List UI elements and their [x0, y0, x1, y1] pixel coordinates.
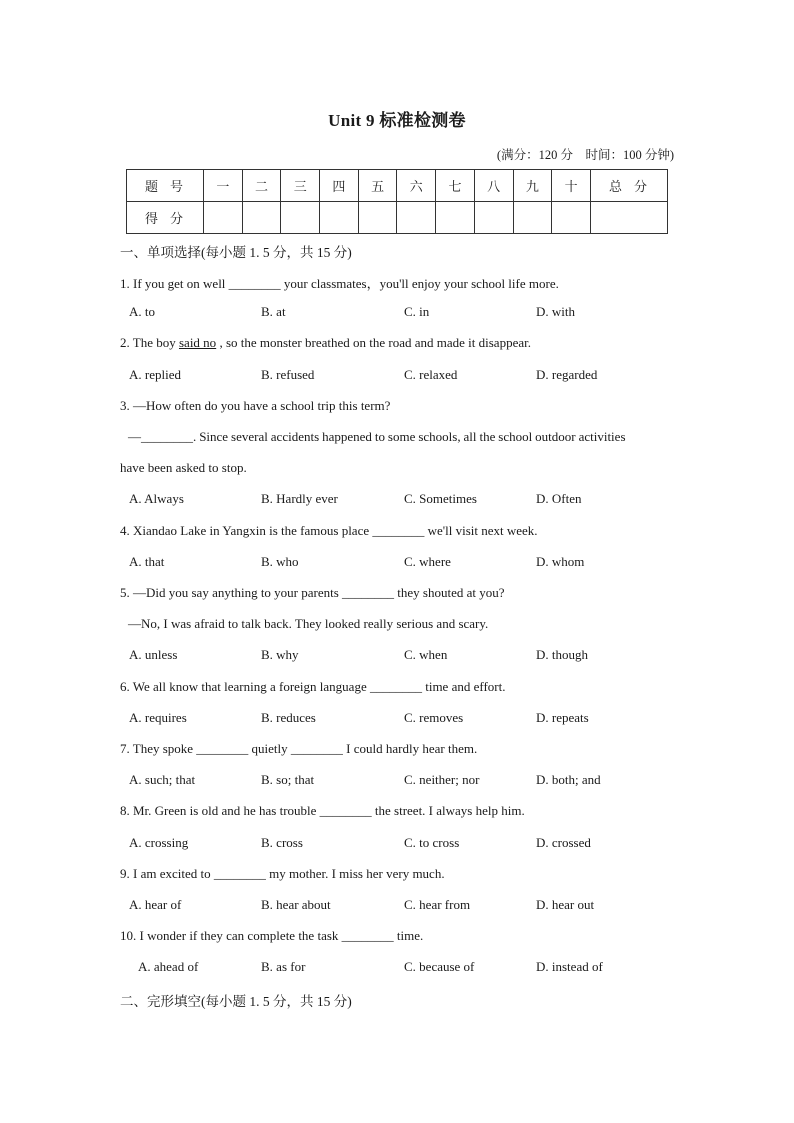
option-b[interactable]: B. hear about	[261, 897, 331, 912]
options-10	[0, 959, 794, 977]
option-b[interactable]: B. why	[261, 647, 299, 662]
score-col-2: 二	[242, 170, 281, 202]
options-9	[0, 897, 794, 915]
option-d[interactable]: D. hear out	[536, 897, 595, 912]
option-c[interactable]: C. relaxed	[404, 367, 458, 382]
option-d[interactable]: D. regarded	[536, 367, 598, 382]
score-col-3: 三	[281, 170, 320, 202]
option-b[interactable]: B. so; that	[261, 772, 315, 787]
score-cell[interactable]	[474, 202, 513, 234]
option-a[interactable]: A. replied	[129, 367, 181, 382]
score-cell[interactable]	[281, 202, 320, 234]
options-3	[0, 491, 794, 509]
option-d[interactable]: D. crossed	[536, 835, 591, 850]
option-d[interactable]: D. repeats	[536, 710, 589, 725]
option-b[interactable]: B. Hardly ever	[261, 491, 338, 506]
option-d[interactable]: D. Often	[536, 491, 582, 506]
score-cell[interactable]	[204, 202, 243, 234]
score-table-score-row	[127, 202, 668, 234]
score-table	[126, 169, 668, 234]
question-3-line-2: —________. Since several accidents happened to some schools, all the school outdoor activities	[128, 429, 626, 444]
option-a[interactable]: A. unless	[129, 647, 178, 662]
score-cell[interactable]	[242, 202, 281, 234]
question-3: 3. —How often do you have a school trip this term?	[120, 398, 391, 413]
option-d[interactable]: D. instead of	[536, 959, 603, 974]
option-a[interactable]: A. to	[129, 304, 155, 319]
option-c[interactable]: C. removes	[404, 710, 464, 725]
option-a[interactable]: A. that	[129, 554, 165, 569]
option-c[interactable]: C. in	[404, 304, 430, 319]
section-heading-cloze: 二、完形填空(每小题 1. 5 分，共 15 分)	[120, 994, 352, 1009]
page-title: Unit 9 标准检测卷	[328, 111, 466, 130]
question-9: 9. I am excited to ________ my mother. I miss her very much.	[120, 866, 445, 881]
question-2-pre: 2. The boy	[120, 335, 179, 350]
option-a[interactable]: A. crossing	[129, 835, 189, 850]
option-b[interactable]: B. reduces	[261, 710, 316, 725]
option-a[interactable]: A. hear of	[129, 897, 182, 912]
option-d[interactable]: D. though	[536, 647, 588, 662]
option-c[interactable]: C. to cross	[404, 835, 460, 850]
option-a[interactable]: A. requires	[129, 710, 187, 725]
options-7	[0, 772, 794, 790]
score-col-8: 八	[474, 170, 513, 202]
question-5: 5. —Did you say anything to your parents ________ they shouted at you?	[120, 585, 505, 600]
question-2-underlined: said no	[178, 335, 217, 350]
option-a[interactable]: A. such; that	[129, 772, 196, 787]
score-table-row-label: 题号	[127, 170, 204, 202]
option-c[interactable]: C. when	[404, 647, 448, 662]
option-b[interactable]: B. cross	[261, 835, 303, 850]
question-10: 10. I wonder if they can complete the task ________ time.	[120, 928, 424, 943]
question-5-line-2: —No, I was afraid to talk back. They looked really serious and scary.	[128, 616, 489, 631]
option-c[interactable]: C. Sometimes	[404, 491, 477, 506]
option-c[interactable]: C. where	[404, 554, 451, 569]
question-4: 4. Xiandao Lake in Yangxin is the famous place ________ we'll visit next week.	[120, 523, 538, 538]
question-2-post: , so the monster breathed on the road and made it disappear.	[216, 335, 531, 350]
question-6: 6. We all know that learning a foreign language ________ time and effort.	[120, 679, 506, 694]
options-8	[0, 835, 794, 853]
option-a[interactable]: A. Always	[129, 491, 184, 506]
question-2	[120, 335, 531, 351]
options-6	[0, 710, 794, 728]
option-d[interactable]: D. whom	[536, 554, 585, 569]
score-cell[interactable]	[513, 202, 552, 234]
score-row-label: 得分	[127, 202, 204, 234]
score-cell[interactable]	[591, 202, 668, 234]
score-col-total: 总分	[591, 170, 668, 202]
option-a[interactable]: A. ahead of	[138, 959, 199, 974]
option-b[interactable]: B. who	[261, 554, 299, 569]
score-col-5: 五	[358, 170, 397, 202]
score-cell[interactable]	[358, 202, 397, 234]
score-col-6: 六	[397, 170, 436, 202]
option-c[interactable]: C. neither; nor	[404, 772, 480, 787]
section-heading-single-choice: 一、单项选择(每小题 1. 5 分，共 15 分)	[120, 245, 352, 260]
options-2	[0, 367, 794, 385]
score-col-9: 九	[513, 170, 552, 202]
option-c[interactable]: C. hear from	[404, 897, 471, 912]
question-7: 7. They spoke ________ quietly ________ I could hardly hear them.	[120, 741, 478, 756]
question-8: 8. Mr. Green is old and he has trouble ________ the street. I always help him.	[120, 803, 525, 818]
question-1: 1. If you get on well ________ your classmates，you'll enjoy your school life more.	[120, 276, 559, 291]
option-c[interactable]: C. because of	[404, 959, 475, 974]
option-b[interactable]: B. as for	[261, 959, 306, 974]
score-cell[interactable]	[552, 202, 591, 234]
score-col-10: 十	[552, 170, 591, 202]
options-4	[0, 554, 794, 572]
options-1	[0, 304, 794, 322]
score-col-7: 七	[436, 170, 475, 202]
score-col-1: 一	[204, 170, 243, 202]
score-table-header-row	[127, 170, 668, 202]
question-3-line-3: have been asked to stop.	[120, 460, 247, 475]
score-cell[interactable]	[436, 202, 475, 234]
option-d[interactable]: D. with	[536, 304, 575, 319]
options-5	[0, 647, 794, 665]
option-d[interactable]: D. both; and	[536, 772, 601, 787]
score-cell[interactable]	[320, 202, 359, 234]
score-col-4: 四	[320, 170, 359, 202]
option-b[interactable]: B. at	[261, 304, 286, 319]
option-b[interactable]: B. refused	[261, 367, 315, 382]
exam-meta: (满分：120 分 时间：100 分钟)	[496, 148, 674, 162]
score-cell[interactable]	[397, 202, 436, 234]
